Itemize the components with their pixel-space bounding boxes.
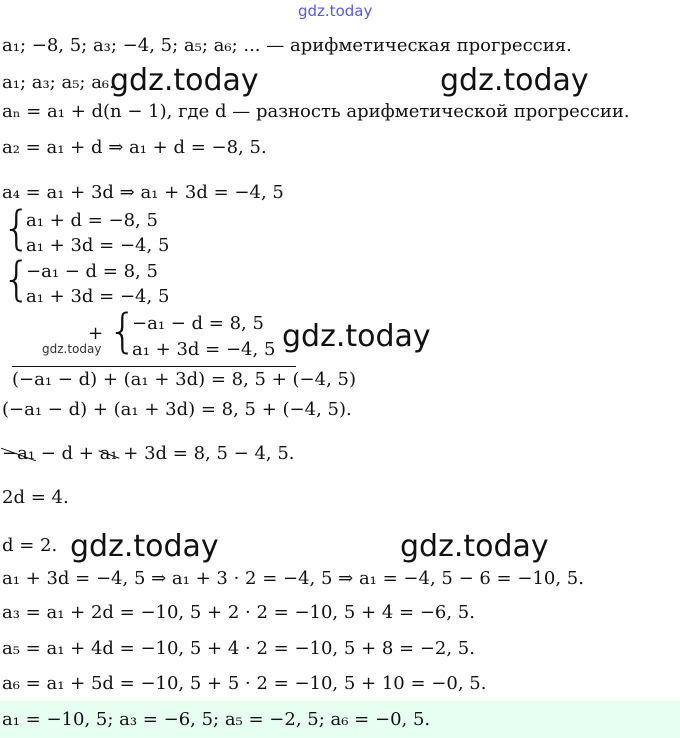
- system-2-eq1: −a₁ − d = 8, 5: [26, 261, 158, 282]
- system-brace: {: [2, 252, 32, 306]
- line-terms: a₁; a₃; a₅; a₆.: [2, 72, 115, 93]
- system-brace: {: [108, 304, 138, 358]
- line-cancel: −a₁ − d + a₁ + 3d = 8, 5 − 4, 5.: [2, 443, 295, 464]
- watermark: gdz.today: [110, 63, 259, 98]
- line-sum-2: (−a₁ − d) + (a₁ + 3d) = 8, 5 + (−4, 5).: [2, 399, 352, 420]
- system-3-eq1: −a₁ − d = 8, 5: [132, 313, 264, 334]
- line-formula: aₙ = a₁ + d(n − 1), где d — разность арифметической прогрессии.: [2, 101, 630, 122]
- cancelled-term: a₁: [99, 443, 118, 464]
- line-a2: a₂ = a₁ + d ⇒ a₁ + d = −8, 5.: [2, 137, 267, 158]
- line-progression: a₁; −8, 5; a₃; −4, 5; a₅; a₆; ... — арифметическая прогрессия.: [2, 35, 572, 56]
- system-1-eq2: a₁ + 3d = −4, 5: [26, 235, 170, 256]
- sum-rule: [12, 366, 296, 367]
- system-3-eq2: a₁ + 3d = −4, 5: [132, 339, 276, 360]
- line-a1: a₁ + 3d = −4, 5 ⇒ a₁ + 3 · 2 = −4, 5 ⇒ a₁ = −4, 5 − 6 = −10, 5.: [2, 568, 584, 589]
- watermark-small: gdz.today: [42, 342, 102, 356]
- watermark: gdz.today: [282, 319, 431, 354]
- line-sum-1: (−a₁ − d) + (a₁ + 3d) = 8, 5 + (−4, 5): [12, 369, 357, 390]
- line-a4: a₄ = a₁ + 3d ⇒ a₁ + 3d = −4, 5: [2, 182, 284, 203]
- line-a5: a₅ = a₁ + 4d = −10, 5 + 4 · 2 = −10, 5 + 8 = −2, 5.: [2, 638, 475, 659]
- line-d: d = 2.: [2, 535, 58, 556]
- watermark: gdz.today: [440, 63, 589, 98]
- watermark-top: gdz.today: [298, 2, 373, 20]
- answer-line: a₁ = −10, 5; a₃ = −6, 5; a₅ = −2, 5; a₆ = −0, 5.: [2, 709, 431, 730]
- line-a3: a₃ = a₁ + 2d = −10, 5 + 2 · 2 = −10, 5 + 4 = −6, 5.: [2, 602, 475, 623]
- line-a6: a₆ = a₁ + 5d = −10, 5 + 5 · 2 = −10, 5 + 10 = −0, 5.: [2, 673, 487, 694]
- system-brace: {: [2, 201, 32, 255]
- watermark: gdz.today: [70, 529, 219, 564]
- plus-sign: +: [88, 323, 104, 344]
- watermark: gdz.today: [400, 529, 549, 564]
- system-2-eq2: a₁ + 3d = −4, 5: [26, 286, 170, 307]
- cancelled-term: −a₁: [2, 443, 36, 464]
- system-1-eq1: a₁ + d = −8, 5: [26, 210, 158, 231]
- line-2d: 2d = 4.: [2, 487, 69, 508]
